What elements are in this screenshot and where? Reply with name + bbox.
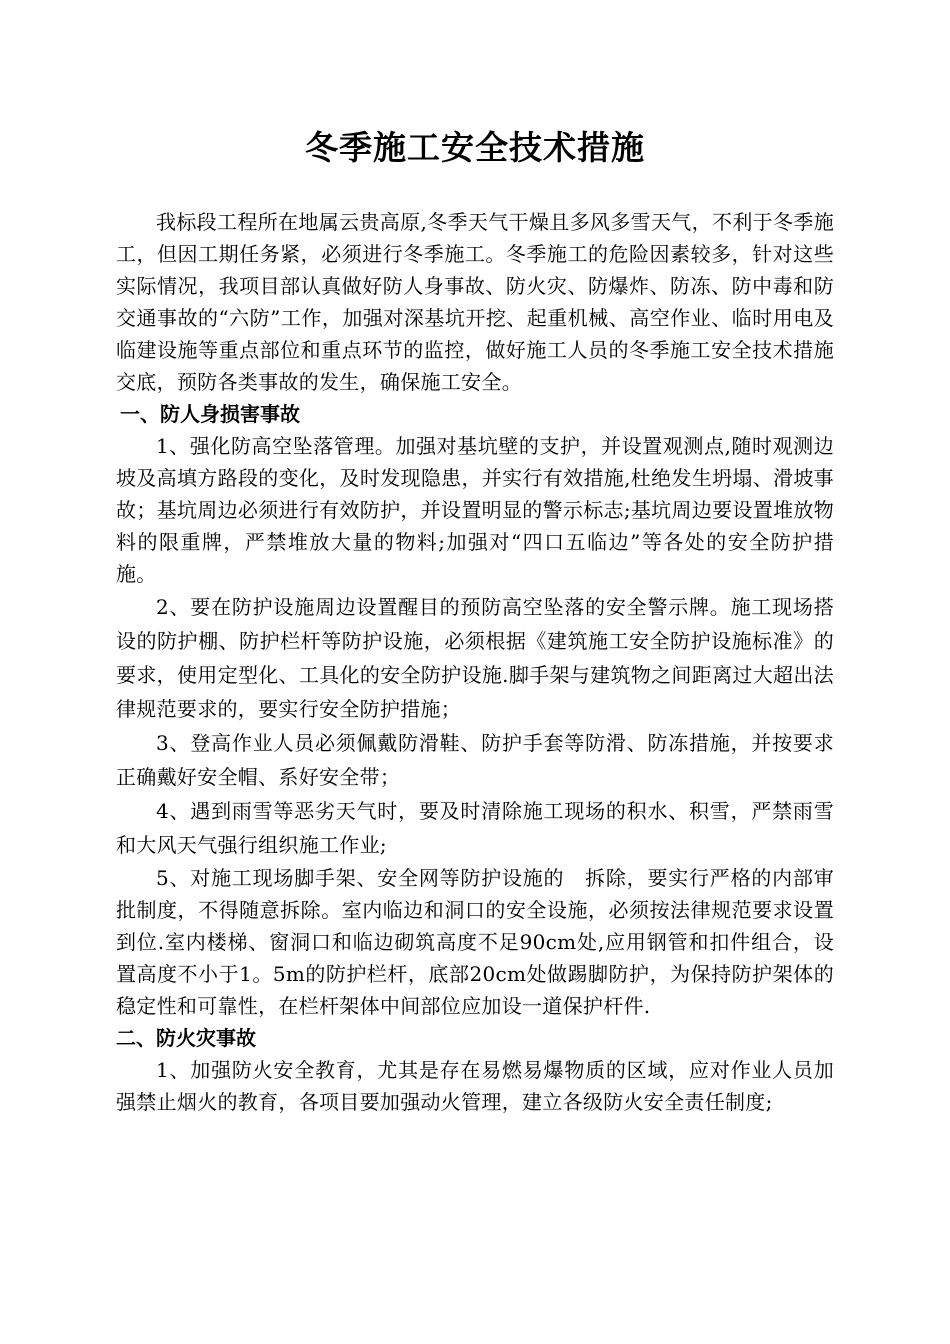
document-page [116, 120, 834, 1118]
section-1-paragraph-3: 3、登高作业人员必须佩戴防滑鞋、防护手套等防滑、防冻措施，并按要求正确戴好安全帽、系好安全带； [116, 731, 834, 789]
intro-paragraph: 我标段工程所在地属云贵高原,冬季天气干燥且多风多雪天气，不利于冬季施工，但因工期任务紧，必须进行冬季施工。冬季施工的危险因素较多，针对这些实际情况，我项目部认真做好防人身事故、防火灾、防爆炸、防冻、防中毒和防交通事故的“六防”工作，加强对深基坑开挖、起重机械、高空作业、临时用电及临建设施等重点部位和重点环节的监控，做好施工人员的冬季施工安全技术措施交底，预防各类事故的发生，确保施工安全。 [116, 210, 834, 394]
document-title: 冬季施工安全技术措施 [305, 128, 645, 167]
section-1-paragraph-5: 5、对施工现场脚手架、安全网等防护设施的 拆除，要实行严格的内部审批制度，不得随意拆除。室内临边和洞口的安全设施，必须按法律规范要求设置到位.室内楼梯、窗洞口和临边砌筑高度不足90cm处,应用钢管和扣件组合，设置高度不小于1。5m的防护栏杆，底部20cm处做踢脚防护，为保持防护架体的稳定性和可靠性，在栏杆架体中间部位应加设一道保护杆件. [116, 866, 834, 1018]
section-heading-personal-injury: 一、防人身损害事故 [120, 402, 300, 426]
section-1-paragraph-1: 1、强化防高空坠落管理。加强对基坑壁的支护，并设置观测点,随时观测边坡及高填方路段的变化，及时发现隐患，并实行有效措施,杜绝发生坍塌、滑坡事故；基坑周边必须进行有效防护，并设置明显的警示标志;基坑周边要设置堆放物料的限重牌，严禁堆放大量的物料;加强对“四口五临边”等各处的安全防护措施。 [116, 434, 834, 586]
section-2-paragraph-1: 1、加强防火安全教育，尤其是存在易燃易爆物质的区域，应对作业人员加强禁止烟火的教育，各项目要加强动火管理，建立各级防火安全责任制度; [116, 1058, 834, 1114]
section-1-paragraph-2: 2、要在防护设施周边设置醒目的预防高空坠落的安全警示牌。施工现场搭设的防护棚、防护栏杆等防护设施，必须根据《建筑施工安全防护设施标准》的要求，使用定型化、工具化的安全防护设施.脚手架与建筑物之间距离过大超出法律规范要求的，要实行安全防护措施； [116, 595, 834, 721]
section-heading-fire: 二、防火灾事故 [116, 1026, 256, 1050]
section-1-paragraph-4: 4、遇到雨雪等恶劣天气时，要及时清除施工现场的积水、积雪，严禁雨雪和大风天气强行组织施工作业; [116, 799, 834, 857]
